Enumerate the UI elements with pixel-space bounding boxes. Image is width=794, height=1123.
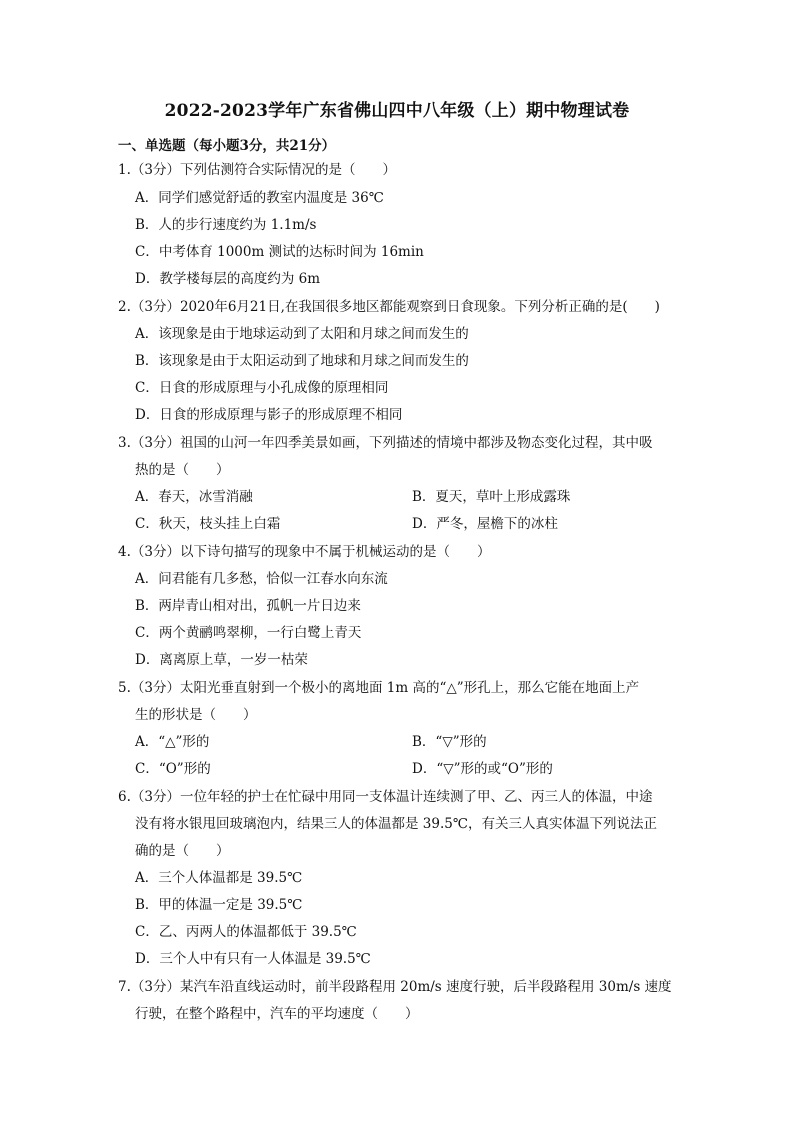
question-6-option-d: D．三个人中有只有一人体温是 39.5℃ xyxy=(135,951,371,967)
question-1-option-c: C．中考体育 1000m 测试的达标时间为 16min xyxy=(135,244,424,260)
question-2-option-a: A．该现象是由于地球运动到了太阳和月球之间而发生的 xyxy=(135,326,469,342)
question-6-stem: 6.（3分）一位年轻的护士在忙碌中用同一支体温计连续测了甲、乙、丙三人的体温，中途 xyxy=(118,789,653,805)
question-7-stem-continued: 行驶，在整个路程中，汽车的平均速度（ ） xyxy=(135,1006,419,1022)
page-title: 2022-2023学年广东省佛山四中八年级（上）期中物理试卷 xyxy=(164,101,630,121)
question-6-stem-continued-2: 确的是（ ） xyxy=(135,843,230,859)
question-1-option-d: D．教学楼每层的高度约为 6m xyxy=(135,271,321,287)
question-6-stem-continued: 没有将水银甩回玻璃泡内，结果三人的体温都是 39.5℃，有关三人真实体温下列说法正 xyxy=(135,816,657,832)
question-4-option-c: C．两个黄鹂鸣翠柳，一行白鹭上青天 xyxy=(135,625,362,641)
question-3-option-d: D．严冬，屋檐下的冰柱 xyxy=(412,516,558,532)
question-5-option-b: B．“▽”形的 xyxy=(412,734,487,750)
section-heading: 一、单选题（每小题3分，共21分） xyxy=(118,138,336,154)
question-6-option-a: A．三个人体温都是 39.5℃ xyxy=(135,870,303,886)
question-3-stem-continued: 热的是（ ） xyxy=(135,462,230,478)
question-4-option-b: B．两岸青山相对出，孤帆一片日边来 xyxy=(135,598,361,614)
question-2-option-d: D．日食的形成原理与影子的形成原理不相同 xyxy=(135,407,403,423)
question-5-stem-continued: 生的形状是（ ） xyxy=(135,707,257,723)
question-3-option-b: B．夏天，草叶上形成露珠 xyxy=(412,489,571,505)
question-4-stem: 4.（3分）以下诗句描写的现象中不属于机械运动的是（ ） xyxy=(118,544,491,560)
question-6-option-c: C．乙、丙两人的体温都低于 39.5℃ xyxy=(135,924,357,940)
question-3-stem: 3.（3分）祖国的山河一年四季美景如画，下列描述的情境中都涉及物态变化过程，其中吸 xyxy=(118,435,653,451)
question-3-option-a: A．春天，冰雪消融 xyxy=(135,489,253,505)
question-4-option-a: A．问君能有几多愁，恰似一江春水向东流 xyxy=(135,571,388,587)
question-4-option-d: D．离离原上草，一岁一枯荣 xyxy=(135,652,308,668)
question-7-stem: 7.（3分）某汽车沿直线运动时，前半段路程用 20m/s 速度行驶，后半段路程用 30m/s 速度 xyxy=(118,979,672,995)
question-5-option-a: A．“△”形的 xyxy=(135,734,210,750)
question-5-stem: 5.（3分）太阳光垂直射到一个极小的离地面 1m 高的“△”形孔上，那么它能在地面上产 xyxy=(118,680,640,696)
question-3-option-c: C．秋天，枝头挂上白霜 xyxy=(135,516,281,532)
question-1-option-a: A．同学们感觉舒适的教室内温度是 36℃ xyxy=(135,190,384,206)
question-2-option-c: C．日食的形成原理与小孔成像的原理相同 xyxy=(135,380,389,396)
question-1-stem: 1.（3分）下列估测符合实际情况的是（ ） xyxy=(118,162,396,178)
question-5-option-d: D．“▽”形的或“O”形的 xyxy=(412,761,553,777)
question-6-option-b: B．甲的体温一定是 39.5℃ xyxy=(135,897,303,913)
question-5-option-c: C．“O”形的 xyxy=(135,761,211,777)
question-2-option-b: B．该现象是由于太阳运动到了地球和月球之间而发生的 xyxy=(135,353,469,369)
question-1-option-b: B．人的步行速度约为 1.1m/s xyxy=(135,217,317,233)
question-2-stem: 2.（3分）2020年6月21日,在我国很多地区都能观察到日食现象。下列分析正确的是( ) xyxy=(118,299,660,315)
